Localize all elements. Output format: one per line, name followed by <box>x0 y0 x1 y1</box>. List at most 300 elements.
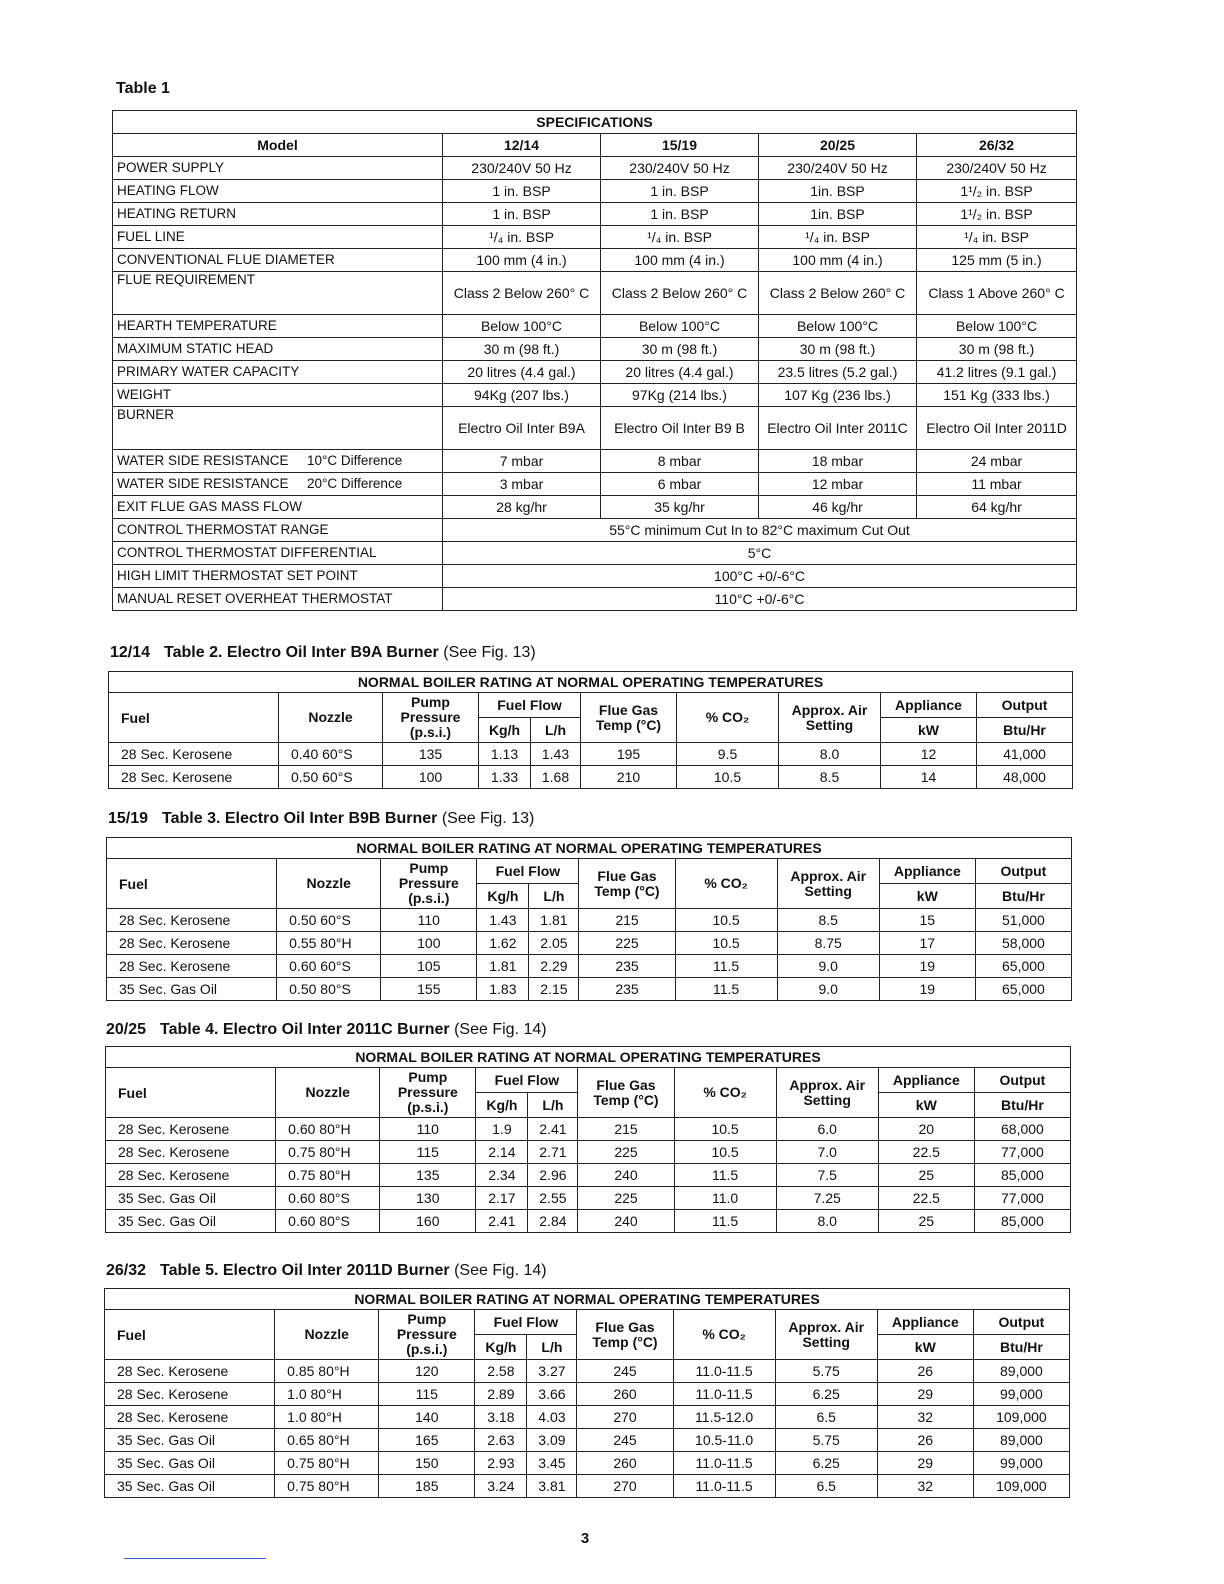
kgh-cell: 2.14 <box>476 1141 528 1164</box>
lh-cell: 3.81 <box>527 1475 577 1498</box>
appliance-header: Appliance <box>879 859 975 884</box>
flue-gas-temp-header: Flue Gas Temp (°C) <box>581 693 677 743</box>
pump-pressure-cell: 120 <box>379 1360 475 1383</box>
table4-title: Table 4. Electro Oil Inter 2011C Burner <box>160 1021 450 1038</box>
spec-value: Below 100°C <box>601 315 759 338</box>
btu-cell: 99,000 <box>973 1452 1069 1475</box>
co2-header: % CO₂ <box>673 1310 775 1360</box>
spec-label-text: WEIGHT <box>117 387 171 402</box>
nozzle-header: Nozzle <box>276 1068 380 1118</box>
specifications-table <box>112 110 1077 611</box>
co2-header: % CO₂ <box>674 1068 776 1118</box>
fuel-header: Fuel <box>107 859 277 909</box>
pump-pressure-cell: 140 <box>379 1406 475 1429</box>
btu-cell: 85,000 <box>974 1164 1070 1187</box>
lh-cell: 3.45 <box>527 1452 577 1475</box>
output-header: Output <box>974 1068 1070 1093</box>
spec-value: 230/240V 50 Hz <box>443 157 601 180</box>
fuel-cell: 28 Sec. Kerosene <box>105 1406 275 1429</box>
table-row <box>105 1406 1070 1429</box>
table2-rating <box>108 671 1073 789</box>
air-setting-cell: 9.0 <box>777 955 879 978</box>
spec-value: Electro Oil Inter 2011D <box>917 407 1077 450</box>
btu-cell: 41,000 <box>977 743 1073 766</box>
kgh-header: Kg/h <box>476 1093 528 1118</box>
air-setting-header: Approx. Air Setting <box>777 859 879 909</box>
spec-label-text: BURNER <box>117 407 175 422</box>
spec-row-label <box>113 450 443 473</box>
fuel-cell: 28 Sec. Kerosene <box>105 1360 275 1383</box>
fuel-cell: 35 Sec. Gas Oil <box>107 978 277 1001</box>
fuel-cell: 35 Sec. Gas Oil <box>106 1210 276 1233</box>
fuel-flow-header: Fuel Flow <box>476 1068 578 1093</box>
fuel-cell: 28 Sec. Kerosene <box>107 909 277 932</box>
spec-row-label: MANUAL RESET OVERHEAT THERMOSTAT <box>113 588 443 611</box>
kgh-cell: 2.63 <box>475 1429 527 1452</box>
co2-cell: 9.5 <box>677 743 779 766</box>
kgh-cell: 2.89 <box>475 1383 527 1406</box>
nozzle-header: Nozzle <box>277 859 381 909</box>
flue-temp-cell: 240 <box>578 1164 674 1187</box>
spec-value: 151 Kg (333 lbs.) <box>917 384 1077 407</box>
nozzle-cell: 0.75 80°H <box>276 1141 380 1164</box>
rating-title-row <box>107 838 1072 859</box>
lh-cell: 1.68 <box>531 766 581 789</box>
spec-value: 230/240V 50 Hz <box>917 157 1077 180</box>
btu-header: Btu/Hr <box>975 884 1071 909</box>
appliance-header: Appliance <box>881 693 977 718</box>
spec-value: Class 2 Below 260° C <box>601 272 759 315</box>
air-setting-cell: 7.25 <box>776 1187 878 1210</box>
kw-cell: 32 <box>877 1475 973 1498</box>
kgh-cell: 1.13 <box>479 743 531 766</box>
co2-cell: 10.5 <box>674 1118 776 1141</box>
fuel-cell: 28 Sec. Kerosene <box>106 1118 276 1141</box>
table-row <box>106 1164 1071 1187</box>
table2-caption <box>110 644 536 662</box>
kw-header: kW <box>878 1093 974 1118</box>
table-row <box>106 1141 1071 1164</box>
kw-cell: 12 <box>881 743 977 766</box>
flue-gas-temp-header: Flue Gas Temp (°C) <box>577 1310 673 1360</box>
co2-cell: 11.5-12.0 <box>673 1406 775 1429</box>
table-row <box>105 1452 1070 1475</box>
kw-cell: 26 <box>877 1429 973 1452</box>
spec-value: 24 mbar <box>917 450 1077 473</box>
spec-row <box>113 496 1077 519</box>
flue-temp-cell: 240 <box>578 1210 674 1233</box>
kw-cell: 19 <box>879 978 975 1001</box>
fuel-cell: 28 Sec. Kerosene <box>106 1164 276 1187</box>
nozzle-header: Nozzle <box>275 1310 379 1360</box>
flue-temp-cell: 215 <box>578 1118 674 1141</box>
co2-cell: 10.5 <box>677 766 779 789</box>
spec-label-text: EXIT FLUE GAS MASS FLOW <box>117 499 303 514</box>
flue-temp-cell: 195 <box>581 743 677 766</box>
table-row <box>105 1475 1070 1498</box>
spec-row <box>113 338 1077 361</box>
pump-pressure-cell: 185 <box>379 1475 475 1498</box>
air-setting-header: Approx. Air Setting <box>775 1310 877 1360</box>
table4-note: (See Fig. 14) <box>454 1021 547 1038</box>
table-row <box>106 1210 1071 1233</box>
kw-header: kW <box>877 1335 973 1360</box>
spec-value: 107 Kg (236 lbs.) <box>759 384 917 407</box>
spec-value: 20 litres (4.4 gal.) <box>443 361 601 384</box>
spec-span-row <box>113 519 1077 542</box>
spec-value: 30 m (98 ft.) <box>443 338 601 361</box>
flue-temp-cell: 235 <box>579 955 675 978</box>
spec-label-text: MAXIMUM STATIC HEAD <box>117 341 274 356</box>
btu-cell: 68,000 <box>974 1118 1070 1141</box>
flue-temp-cell: 245 <box>577 1360 673 1383</box>
flue-temp-cell: 260 <box>577 1452 673 1475</box>
flue-temp-cell: 270 <box>577 1406 673 1429</box>
spec-label-text: HEATING FLOW <box>117 183 219 198</box>
flue-temp-cell: 225 <box>578 1141 674 1164</box>
table3-rating <box>106 837 1072 1001</box>
co2-header: % CO₂ <box>675 859 777 909</box>
air-setting-cell: 8.5 <box>779 766 881 789</box>
spec-label-text: HEATING RETURN <box>117 206 237 221</box>
kgh-cell: 2.34 <box>476 1164 528 1187</box>
spec-value: 28 kg/hr <box>443 496 601 519</box>
pump-pressure-header: Pump Pressure (p.s.i.) <box>383 693 479 743</box>
table2-title: Table 2. Electro Oil Inter B9A Burner <box>164 644 439 661</box>
btu-cell: 58,000 <box>975 932 1071 955</box>
spec-value: 3 mbar <box>443 473 601 496</box>
air-setting-cell: 6.5 <box>775 1406 877 1429</box>
co2-cell: 11.0-11.5 <box>673 1452 775 1475</box>
kw-cell: 14 <box>881 766 977 789</box>
rating-title: NORMAL BOILER RATING AT NORMAL OPERATING TEMPERATURES <box>106 1047 1071 1068</box>
kw-cell: 22.5 <box>878 1141 974 1164</box>
spec-row <box>113 203 1077 226</box>
kw-cell: 25 <box>878 1210 974 1233</box>
lh-header: L/h <box>531 718 581 743</box>
pump-pressure-cell: 165 <box>379 1429 475 1452</box>
spec-value: 230/240V 50 Hz <box>759 157 917 180</box>
spec-row-label <box>113 180 443 203</box>
table-row <box>107 909 1072 932</box>
spec-row <box>113 272 1077 315</box>
fuel-cell: 28 Sec. Kerosene <box>109 743 279 766</box>
spec-label-text: WATER SIDE RESISTANCE <box>117 453 289 468</box>
table3-note: (See Fig. 13) <box>441 810 535 827</box>
spec-value: ¹/₄ in. BSP <box>759 226 917 249</box>
spec-value: 6 mbar <box>601 473 759 496</box>
btu-cell: 109,000 <box>973 1406 1069 1429</box>
lh-header: L/h <box>529 884 579 909</box>
table5-rating <box>104 1288 1070 1498</box>
spec-value: 1 in. BSP <box>601 180 759 203</box>
co2-cell: 11.5 <box>674 1164 776 1187</box>
kw-cell: 15 <box>879 909 975 932</box>
pump-pressure-cell: 135 <box>383 743 479 766</box>
table-row <box>107 955 1072 978</box>
lh-cell: 2.41 <box>528 1118 578 1141</box>
table2-model: 12/14 <box>110 644 151 661</box>
spec-value: 100 mm (4 in.) <box>443 249 601 272</box>
pump-pressure-cell: 100 <box>383 766 479 789</box>
nozzle-cell: 0.65 80°H <box>275 1429 379 1452</box>
co2-cell: 10.5 <box>674 1141 776 1164</box>
spec-label-text: WATER SIDE RESISTANCE <box>117 476 289 491</box>
nozzle-cell: 0.75 80°H <box>275 1475 379 1498</box>
fuel-cell: 35 Sec. Gas Oil <box>106 1187 276 1210</box>
kw-cell: 29 <box>877 1452 973 1475</box>
specifications-title: SPECIFICATIONS <box>113 111 1077 134</box>
fuel-cell: 28 Sec. Kerosene <box>109 766 279 789</box>
air-setting-cell: 8.0 <box>779 743 881 766</box>
nozzle-cell: 0.85 80°H <box>275 1360 379 1383</box>
spec-label-text: CONVENTIONAL FLUE DIAMETER <box>117 252 335 267</box>
spec-span-row <box>113 542 1077 565</box>
pump-pressure-cell: 155 <box>381 978 477 1001</box>
spec-row <box>113 384 1077 407</box>
lh-header: L/h <box>527 1335 577 1360</box>
spec-row <box>113 157 1077 180</box>
kgh-cell: 2.93 <box>475 1452 527 1475</box>
co2-cell: 11.5 <box>675 955 777 978</box>
pump-pressure-cell: 110 <box>380 1118 476 1141</box>
rating-title: NORMAL BOILER RATING AT NORMAL OPERATING TEMPERATURES <box>107 838 1072 859</box>
spec-value: Electro Oil Inter B9A <box>443 407 601 450</box>
nozzle-cell: 0.60 80°S <box>276 1187 380 1210</box>
fuel-flow-header: Fuel Flow <box>479 693 581 718</box>
lh-cell: 2.15 <box>529 978 579 1001</box>
pump-pressure-header: Pump Pressure (p.s.i.) <box>380 1068 476 1118</box>
spec-value: 94Kg (207 lbs.) <box>443 384 601 407</box>
spec-value: Electro Oil Inter B9 B <box>601 407 759 450</box>
air-setting-cell: 7.5 <box>776 1164 878 1187</box>
flue-temp-cell: 210 <box>581 766 677 789</box>
btu-cell: 89,000 <box>973 1429 1069 1452</box>
spec-row <box>113 407 1077 450</box>
table-row <box>109 766 1073 789</box>
spec-value: 125 mm (5 in.) <box>917 249 1077 272</box>
air-setting-cell: 5.75 <box>775 1429 877 1452</box>
nozzle-cell: 0.60 60°S <box>277 955 381 978</box>
spec-row-label <box>113 496 443 519</box>
spec-row <box>113 361 1077 384</box>
spec-row-label <box>113 272 443 315</box>
lh-cell: 1.43 <box>531 743 581 766</box>
spec-span-row <box>113 565 1077 588</box>
kgh-header: Kg/h <box>475 1335 527 1360</box>
pump-pressure-cell: 130 <box>380 1187 476 1210</box>
table-row <box>105 1383 1070 1406</box>
nozzle-cell: 0.55 80°H <box>277 932 381 955</box>
spec-value: 1 in. BSP <box>443 203 601 226</box>
co2-cell: 11.5 <box>674 1210 776 1233</box>
table5-title: Table 5. Electro Oil Inter 2011D Burner <box>160 1262 450 1279</box>
kgh-cell: 1.43 <box>477 909 529 932</box>
flue-temp-cell: 215 <box>579 909 675 932</box>
air-setting-cell: 6.5 <box>775 1475 877 1498</box>
air-setting-cell: 8.75 <box>777 932 879 955</box>
air-setting-cell: 9.0 <box>777 978 879 1001</box>
spec-value: 1 in. BSP <box>601 203 759 226</box>
lh-cell: 4.03 <box>527 1406 577 1429</box>
kw-cell: 22.5 <box>878 1187 974 1210</box>
rating-header-row <box>105 1310 1070 1335</box>
spec-value: 18 mbar <box>759 450 917 473</box>
spec-row <box>113 473 1077 496</box>
lh-cell: 1.81 <box>529 909 579 932</box>
spec-value: 1 in. BSP <box>443 180 601 203</box>
spec-value: 1¹/₂ in. BSP <box>917 180 1077 203</box>
spec-row-label <box>113 315 443 338</box>
kgh-cell: 3.18 <box>475 1406 527 1429</box>
pump-pressure-cell: 150 <box>379 1452 475 1475</box>
lh-header: L/h <box>528 1093 578 1118</box>
rating-header-row <box>107 859 1072 884</box>
table-row <box>107 978 1072 1001</box>
table3-title: Table 3. Electro Oil Inter B9B Burner <box>162 810 438 827</box>
pump-pressure-header: Pump Pressure (p.s.i.) <box>381 859 477 909</box>
co2-cell: 11.5 <box>675 978 777 1001</box>
flue-temp-cell: 225 <box>579 932 675 955</box>
spec-row-label <box>113 249 443 272</box>
co2-header: % CO₂ <box>677 693 779 743</box>
spec-row <box>113 180 1077 203</box>
air-setting-header: Approx. Air Setting <box>776 1068 878 1118</box>
fuel-cell: 28 Sec. Kerosene <box>107 955 277 978</box>
lh-cell: 3.09 <box>527 1429 577 1452</box>
flue-gas-temp-header: Flue Gas Temp (°C) <box>578 1068 674 1118</box>
spec-value: Class 1 Above 260° C <box>917 272 1077 315</box>
spec-value: 100 mm (4 in.) <box>759 249 917 272</box>
fuel-header: Fuel <box>105 1310 275 1360</box>
spec-row-label <box>113 384 443 407</box>
spec-row-label: CONTROL THERMOSTAT DIFFERENTIAL <box>113 542 443 565</box>
table-row <box>105 1360 1070 1383</box>
pump-pressure-cell: 115 <box>379 1383 475 1406</box>
fuel-cell: 28 Sec. Kerosene <box>106 1141 276 1164</box>
output-header: Output <box>977 693 1073 718</box>
output-header: Output <box>975 859 1071 884</box>
table3-caption <box>108 810 534 828</box>
kgh-cell: 3.24 <box>475 1475 527 1498</box>
spec-sublabel: 10°C Difference <box>307 453 403 468</box>
kw-cell: 32 <box>877 1406 973 1429</box>
table3-model: 15/19 <box>108 810 149 827</box>
flue-temp-cell: 225 <box>578 1187 674 1210</box>
spec-sublabel: 20°C Difference <box>307 476 403 491</box>
air-setting-cell: 6.25 <box>775 1383 877 1406</box>
spec-span-value: 100°C +0/-6°C <box>443 565 1077 588</box>
kw-cell: 20 <box>878 1118 974 1141</box>
spec-span-row <box>113 588 1077 611</box>
kgh-header: Kg/h <box>479 718 531 743</box>
table4-model: 20/25 <box>106 1021 147 1038</box>
air-setting-cell: 7.0 <box>776 1141 878 1164</box>
flue-temp-cell: 245 <box>577 1429 673 1452</box>
spec-label-text: FUEL LINE <box>117 229 185 244</box>
spec-row <box>113 450 1077 473</box>
kw-header: kW <box>881 718 977 743</box>
spec-row-label: CONTROL THERMOSTAT RANGE <box>113 519 443 542</box>
lh-cell: 2.29 <box>529 955 579 978</box>
spec-value: 20 litres (4.4 gal.) <box>601 361 759 384</box>
nozzle-cell: 0.50 60°S <box>279 766 383 789</box>
kw-header: kW <box>879 884 975 909</box>
spec-row-label <box>113 361 443 384</box>
spec-label-text: POWER SUPPLY <box>117 160 225 175</box>
kw-cell: 25 <box>878 1164 974 1187</box>
spec-value: 8 mbar <box>601 450 759 473</box>
pump-pressure-header: Pump Pressure (p.s.i.) <box>379 1310 475 1360</box>
air-setting-cell: 5.75 <box>775 1360 877 1383</box>
table5-model: 26/32 <box>106 1262 147 1279</box>
co2-cell: 10.5 <box>675 932 777 955</box>
nozzle-cell: 1.0 80°H <box>275 1406 379 1429</box>
btu-cell: 51,000 <box>975 909 1071 932</box>
table1-caption: Table 1 <box>116 80 170 97</box>
air-setting-cell: 8.0 <box>776 1210 878 1233</box>
rating-title: NORMAL BOILER RATING AT NORMAL OPERATING TEMPERATURES <box>109 672 1073 693</box>
spec-value: Class 2 Below 260° C <box>759 272 917 315</box>
flue-temp-cell: 235 <box>579 978 675 1001</box>
pump-pressure-cell: 100 <box>381 932 477 955</box>
btu-cell: 48,000 <box>977 766 1073 789</box>
appliance-header: Appliance <box>878 1068 974 1093</box>
btu-header: Btu/Hr <box>974 1093 1070 1118</box>
spec-value: 30 m (98 ft.) <box>601 338 759 361</box>
btu-cell: 77,000 <box>974 1187 1070 1210</box>
kgh-cell: 2.58 <box>475 1360 527 1383</box>
kw-cell: 17 <box>879 932 975 955</box>
kgh-cell: 1.83 <box>477 978 529 1001</box>
spec-value: 35 kg/hr <box>601 496 759 519</box>
pump-pressure-cell: 135 <box>380 1164 476 1187</box>
spec-value: 100 mm (4 in.) <box>601 249 759 272</box>
fuel-cell: 28 Sec. Kerosene <box>105 1383 275 1406</box>
spec-label-text: HEARTH TEMPERATURE <box>117 318 277 333</box>
table5-note: (See Fig. 14) <box>454 1262 547 1279</box>
lh-cell: 2.96 <box>528 1164 578 1187</box>
table5-caption <box>106 1262 547 1280</box>
rating-header-row <box>106 1068 1071 1093</box>
kgh-cell: 2.41 <box>476 1210 528 1233</box>
btu-cell: 109,000 <box>973 1475 1069 1498</box>
air-setting-cell: 6.0 <box>776 1118 878 1141</box>
kgh-cell: 1.81 <box>477 955 529 978</box>
table-row <box>109 743 1073 766</box>
lh-cell: 3.66 <box>527 1383 577 1406</box>
spec-row-label <box>113 203 443 226</box>
spec-value: ¹/₄ in. BSP <box>601 226 759 249</box>
air-setting-header: Approx. Air Setting <box>779 693 881 743</box>
btu-cell: 77,000 <box>974 1141 1070 1164</box>
spec-row-label: HIGH LIMIT THERMOSTAT SET POINT <box>113 565 443 588</box>
kgh-header: Kg/h <box>477 884 529 909</box>
spec-value: 7 mbar <box>443 450 601 473</box>
table-row <box>106 1187 1071 1210</box>
footer-rule <box>124 1558 266 1559</box>
fuel-cell: 28 Sec. Kerosene <box>107 932 277 955</box>
nozzle-cell: 0.40 60°S <box>279 743 383 766</box>
model-column-12-14: 12/14 <box>443 134 601 157</box>
spec-row-label <box>113 407 443 450</box>
fuel-header: Fuel <box>109 693 279 743</box>
spec-row <box>113 315 1077 338</box>
spec-span-value: 5°C <box>443 542 1077 565</box>
kgh-cell: 1.9 <box>476 1118 528 1141</box>
spec-value: 41.2 litres (9.1 gal.) <box>917 361 1077 384</box>
page-number: 3 <box>580 1530 590 1547</box>
